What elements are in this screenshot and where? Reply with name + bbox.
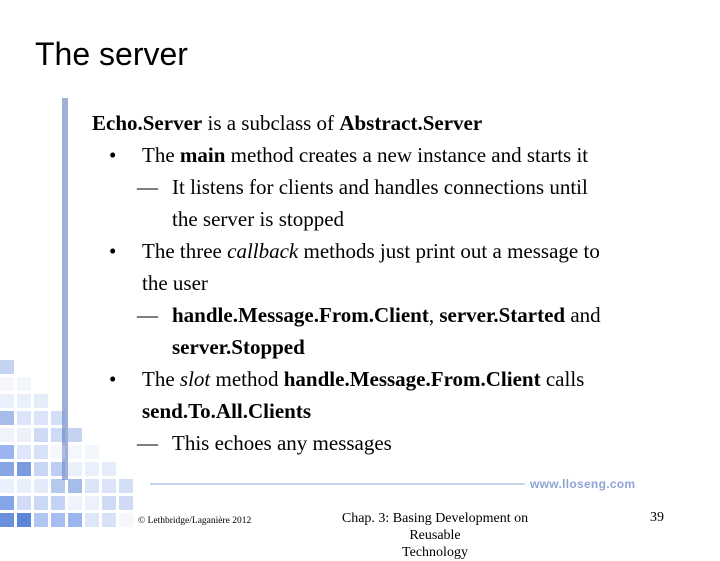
bullet-2-keyword: callback [227, 239, 299, 263]
footer-chapter [320, 510, 550, 561]
decorative-tile [34, 496, 48, 510]
decorative-tile [51, 479, 65, 493]
decorative-tile [119, 513, 133, 527]
decorative-tile [0, 513, 14, 527]
bullet-3-line-1 [142, 364, 584, 396]
decorative-tile [0, 496, 14, 510]
decorative-tile [34, 462, 48, 476]
bullet-3-keyword: slot [179, 367, 211, 391]
bullet-1-sub-line-1: It listens for clients and handles connections until [172, 175, 588, 199]
decorative-tile [17, 479, 31, 493]
method-name-serverstopped: server.Stopped [172, 335, 305, 359]
decorative-tile [0, 360, 14, 374]
decorative-tile [0, 394, 14, 408]
decorative-tile [85, 462, 99, 476]
decorative-tile [68, 428, 82, 442]
intro-line [92, 108, 482, 140]
decorative-tile [34, 411, 48, 425]
decorative-tile [0, 479, 14, 493]
decorative-tile [17, 377, 31, 391]
decorative-tile [51, 496, 65, 510]
bullet-1-text-b: method creates a new instance and starts it [225, 143, 589, 167]
bullet-2-sub-line-1 [172, 300, 601, 332]
decorative-tile [85, 479, 99, 493]
decorative-tile [17, 462, 31, 476]
dash-symbol: — [137, 175, 158, 199]
decorative-tile [51, 462, 65, 476]
separator-comma: , [428, 303, 440, 327]
decorative-tile [51, 428, 65, 442]
decorative-tile [17, 411, 31, 425]
decorative-tile [0, 462, 14, 476]
decorative-tile [34, 445, 48, 459]
decorative-tile [119, 496, 133, 510]
site-url: www.lloseng.com [530, 477, 636, 491]
dash-symbol: — [137, 431, 158, 455]
decorative-tile [34, 428, 48, 442]
decorative-tile [85, 445, 99, 459]
decorative-tile [85, 513, 99, 527]
bullet-1-keyword: main [179, 143, 226, 167]
method-name-handlemessage: handle.Message.From.Client [283, 367, 541, 391]
bullet-1-text-a: The [142, 143, 180, 167]
decorative-tile [17, 394, 31, 408]
decorative-tile [51, 513, 65, 527]
decorative-tile [0, 428, 14, 442]
bullet-2-text-b: methods just print out a message to [298, 239, 600, 263]
method-name-serverstarted: server.Started [439, 303, 566, 327]
decorative-tile [102, 496, 116, 510]
bullet-3-text-a: The [142, 367, 180, 391]
decorative-tile [0, 377, 14, 391]
bullet-1-line-1 [142, 140, 588, 172]
bullet-2-sub-line-2 [172, 332, 305, 364]
decorative-tile [34, 513, 48, 527]
decorative-tile [17, 445, 31, 459]
decorative-tile [17, 496, 31, 510]
dash-symbol: — [137, 303, 158, 327]
class-name-abstractserver: Abstract.Server [339, 111, 483, 135]
decorative-tile [0, 445, 14, 459]
decorative-tile [85, 496, 99, 510]
decorative-tile [102, 513, 116, 527]
decorative-tile [51, 411, 65, 425]
bullet-2-line-2: the user [142, 271, 208, 295]
decorative-tile [102, 479, 116, 493]
bullet-3-sub-line-1: This echoes any messages [172, 431, 392, 455]
decorative-tile [68, 496, 82, 510]
page-number: 39 [650, 510, 664, 525]
method-name-handlemessage: handle.Message.From.Client [172, 303, 429, 327]
decorative-tile [119, 479, 133, 493]
decorative-tile [17, 513, 31, 527]
bullet-symbol: • [109, 239, 117, 263]
bullet-3-line-2 [142, 396, 311, 428]
bullet-2-line-1 [142, 236, 600, 268]
intro-text: is a subclass of [202, 111, 340, 135]
footer-chapter-line-1: Chap. 3: Basing Development on Reusable [341, 511, 529, 543]
class-name-echoserver: Echo.Server [92, 111, 203, 135]
bullet-3-text-c: calls [540, 367, 585, 391]
decorative-tile [68, 445, 82, 459]
decorative-tile [17, 428, 31, 442]
footer-chapter-line-2: Technology [402, 545, 468, 560]
bullet-3-text-b: method [210, 367, 284, 391]
footer-copyright: © Lethbridge/Laganière 2012 [138, 516, 252, 526]
bullet-symbol: • [109, 143, 117, 167]
text-and: and [565, 303, 601, 327]
decorative-tile [0, 411, 14, 425]
decorative-tile [34, 394, 48, 408]
decorative-tile [51, 445, 65, 459]
decorative-tile [68, 479, 82, 493]
decorative-tile [68, 513, 82, 527]
bullet-1-sub-line-2: the server is stopped [172, 207, 345, 231]
decorative-tile [34, 479, 48, 493]
footer-divider [150, 483, 525, 485]
bullet-2-text-a: The three [142, 239, 228, 263]
decorative-tile [68, 462, 82, 476]
bullet-symbol: • [109, 367, 117, 391]
decorative-tile [102, 462, 116, 476]
method-name-sendtoallclients: send.To.All.Clients [142, 399, 312, 423]
slide-title: The server [35, 36, 188, 72]
